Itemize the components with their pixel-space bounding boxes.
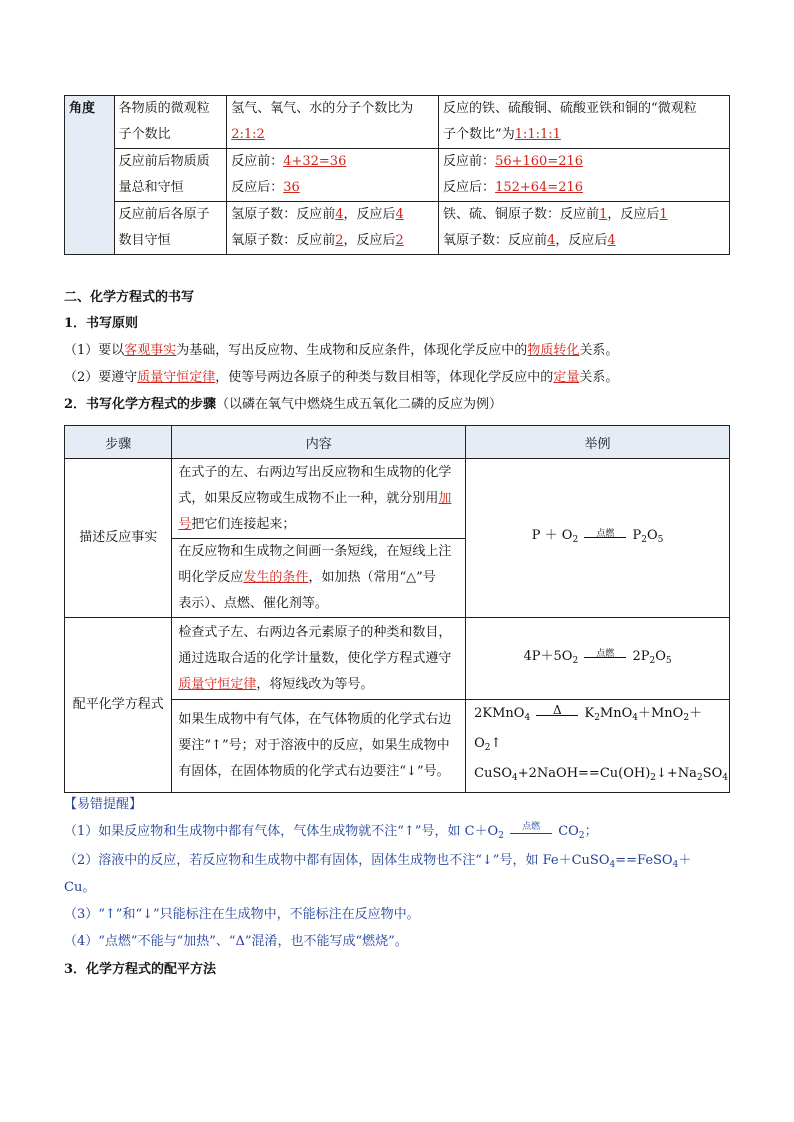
table-row: [65, 618, 730, 700]
reaction-arrow: 点燃: [508, 825, 554, 839]
reaction-arrow: Δ: [534, 707, 580, 721]
tip-3: （3）“↑”和“↓”只能标注在生成物中，不能标注在反应物中。: [64, 907, 420, 922]
content-cell: 在反应物和生成物之间画一条短线，在短线上注 明化学反应发生的条件，如加热（常用“△”号 表示）、点燃、催化剂等。: [172, 539, 466, 618]
h2o-cell: 氢气、氧气、水的分子个数比为 2:1:2: [227, 96, 439, 149]
column-header: 内容: [172, 426, 466, 459]
reaction-arrow: 点燃: [582, 529, 628, 543]
table-row: [65, 459, 730, 539]
subsection-title: 3．化学方程式的配平方法: [64, 962, 217, 977]
principle-1: （1）要以客观事实为基础，写出反应物、生成物和反应条件，体现化学反应中的物质转化关系。: [64, 343, 619, 358]
tip-2-cont: Cu。: [64, 880, 96, 895]
example-cell: $P + O_2$ 点燃 $P_2O_5$: [466, 459, 730, 618]
content-cell: 在式子的左、右两边写出反应物和生成物的化学 式，如果反应物或生成物不止一种，就分别用加 号把它们连接起来；: [172, 459, 466, 539]
tips-title: 【易错提醒】: [64, 797, 143, 812]
cu-cell: 反应的铁、硫酸铜、硫酸亚铁和铜的“微观粒 子个数比”为1:1:1:1: [439, 96, 730, 149]
reaction-arrow: 点燃: [582, 649, 628, 663]
step-cell: 配平化学方程式: [65, 618, 172, 793]
angle-header: 角度: [65, 96, 115, 255]
column-header: 举例: [466, 426, 730, 459]
table-row: [65, 202, 730, 255]
table-header-row: [65, 426, 730, 459]
tip-2: （2）溶液中的反应，若反应物和生成物中都有固体，固体生成物也不注“↓”号，如 Fe＋CuSO$_4$==FeSO$_4$＋: [64, 853, 692, 870]
h2o-cell: 反应前：4+32=36 反应后：36: [227, 149, 439, 202]
section-title: 二、化学方程式的书写: [64, 290, 195, 305]
cu-cell: 反应前：56+160=216 反应后：152+64=216: [439, 149, 730, 202]
principle-2: （2）要遵守质量守恒定律，使等号两边各原子的种类与数目相等，体现化学反应中的定量关系。: [64, 370, 619, 385]
steps-table: [64, 425, 730, 793]
table-row: [65, 96, 730, 149]
subsection-title: 1．书写原则: [64, 316, 139, 331]
table-row: [65, 149, 730, 202]
h2o-cell: 氢原子数：反应前4，反应后4 氧原子数：反应前2，反应后2: [227, 202, 439, 255]
step-cell: 描述反应事实: [65, 459, 172, 618]
subsection-title: 2．书写化学方程式的步骤（以磷在氧气中燃烧生成五氧化二磷的反应为例）: [64, 397, 503, 412]
topic-cell: 反应前后物质质 量总和守恒: [114, 149, 227, 202]
cu-cell: 铁、硫、铜原子数：反应前1，反应后1 氧原子数：反应前4，反应后4: [439, 202, 730, 255]
topic-cell: 各物质的微观粒 子个数比: [114, 96, 227, 149]
example-cell: 2KMnO$_4$ Δ $K_2MnO_4+MnO_2+O_2↑$ $CuSO_4+2NaOH==Cu(OH)_2↓+Na_2SO_4$: [466, 700, 730, 793]
tip-1: （1）如果反应物和生成物中都有气体，气体生成物就不注“↑”号，如 $C+O_2$ 点燃 $CO_2$；: [64, 821, 598, 841]
topic-cell: 反应前后各原子 数目守恒: [114, 202, 227, 255]
content-cell: 检查式子左、右两边各元素原子的种类和数目， 通过选取合适的化学计量数，使化学方程式遵守 质量守恒定律，将短线改为等号。: [172, 618, 466, 700]
conservation-table: [64, 95, 730, 255]
tip-4: （4）“点燃”不能与“加热”、“Δ”混淆，也不能写成“燃烧”。: [64, 934, 408, 949]
example-cell: $4P+5O_2$ 点燃 $2P_2O_5$: [466, 618, 730, 700]
content-cell: 如果生成物中有气体，在气体物质的化学式右边 要注“↑”号；对于溶液中的反应，如果生成物中 有固体，在固体物质的化学式右边要注“↓”号。: [172, 700, 466, 793]
column-header: 步骤: [65, 426, 172, 459]
